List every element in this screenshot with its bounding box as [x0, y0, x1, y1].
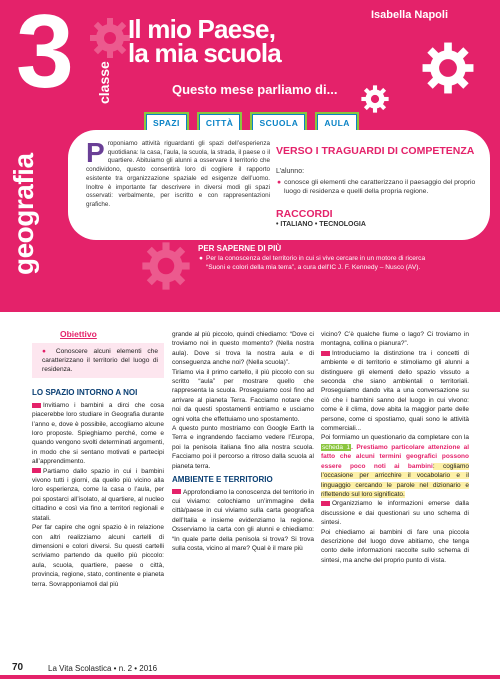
section-title: LO SPAZIO INTORNO A NOI [32, 388, 138, 398]
paragraph: A questo punto mostriamo con Google Earth la Terra e ingrandendo facciamo vedere l’Europa, poi la penisola italiana fino alla nostra scuola. Facciamo poi il percorso a ritroso dalla scuola al pianeta terra. [172, 425, 314, 470]
intro-text [86, 137, 270, 210]
paragraph: vicino? C’è qualche fiume o lago? Ci troviamo in montagna, collina o pianura?”. [321, 331, 469, 348]
paragraph: Poi formiamo un questionario da completare con la scheda 1. Prestiamo particolare attenzione al fatto che alcuni termini geografici possono essere poco noti ai bambini: cogliamo l’occasione per arricchire il vocabolario e il linguaggio cercando le parole nel dizionario e riflettendo sul loro significato. [321, 434, 470, 498]
grade-number: 3 [16, 0, 72, 110]
paragraph: Organizziamo le informazioni emerse dalla discussione e dai questionari su uno schema di sintesi. [321, 500, 469, 527]
paragraph: Invitiamo i bambini a dirci che cosa piacerebbe loro studiare in Geografia durante l’anno e, dove è possibile, accogliamo alcune loro proposte. Spieghiamo perché, come e quando vengono svolti determinati argomenti, in modo che si sentano motivati e partecipi all’apprendimento. [32, 401, 164, 466]
column-2 [172, 330, 314, 553]
title-line-1: Il mio Paese, [128, 14, 276, 44]
month-heading: Questo mese parliamo di... [172, 82, 338, 97]
objective-box: ● Conoscere alcuni elementi che caratterizzano il territorio del luogo di residenza. [32, 343, 164, 378]
paragraph: Poi chiediamo ai bambini di fare una piccola descrizione del luogo dove abitiamo, che tenga conto delle informazioni raccolte sullo schema di sintesi, ma anche del proprio punto di vista. [321, 528, 469, 564]
topic-tag: AULA [317, 114, 357, 132]
objective-title: Obiettivo [60, 329, 97, 339]
topic-tag: CITTÀ [199, 114, 241, 132]
gear-icon [140, 240, 192, 292]
column-3 [321, 330, 469, 565]
title-line-2: la mia scuola [128, 38, 281, 68]
column-1 [32, 330, 164, 589]
paragraph: grande al più piccolo, quindi chiediamo: “Dove ci troviamo noi in questo momento? (Nella nostra aula). Dove si trova la nostra aula e di conseguenza anche noi? (Nella scuola)”. [172, 331, 314, 367]
per-saperne-title: PER SAPERNE DI PIÙ [198, 244, 282, 253]
paragraph: Per far capire che ogni spazio è in relazione con altri realizziamo alcuni cartelli di dimensioni e colori diversi. Su questi cartelli scriviamo partendo da quello più piccolo: aula, scuola, quartiere, paese o città, provincia, regione, stato, continente e pianeta terra. Sovrapponiamoli dal più [32, 524, 164, 588]
paragraph: Introduciamo la distinzione tra i concetti di ambiente e di territorio e stimoliamo gli alunni a distinguere gli elementi dello spazio vissuto a seconda che siano ambientali o territoriali. Proseguiamo dando vita a una conversazione su ciò che i bambini sanno del luogo in cui vivono: come è il clima, dove abita la maggior parte delle persone, come ci spostiamo, quali sono le attività commerciali... [321, 349, 469, 433]
raccordi-title: RACCORDI [276, 208, 333, 220]
scheda-link[interactable]: scheda 1 [322, 443, 351, 451]
raccordi-items: • ITALIANO • TECNOLOGIA [276, 221, 366, 228]
paragraph: Approfondiamo la conoscenza del territorio in cui viviamo: colochiamo un’immagine della città/paese in cui viviamo sulla carta geografica dell’Italia e insieme evidenziamo la regione. Osserviamo la carta con gli alunni e chiediamo: “In quale parte della penisola si trova? Si trova sulla costa, vicino al mare? Qual è il mare più [172, 488, 314, 552]
page-number: 70 [12, 662, 24, 673]
gear-icon [88, 16, 132, 60]
footer-bar [0, 675, 500, 679]
page-title [128, 14, 281, 68]
traguardi-title: VERSO I TRAGUARDI DI COMPETENZA [276, 145, 475, 157]
subject-label: geografia [8, 153, 39, 275]
per-saperne-text: ● Per la conoscenza del territorio in cui si vive cercare in un motore di ricerca “Suoni e colori della mia terra”, a cura dell’IC J. F. Kennedy – Nusco (AV). [199, 255, 426, 271]
paragraph: Tiriamo via il primo cartello, il più piccolo con su scritto “aula” per mostrare quello che rappresenta la scuola. Proseguiamo così fino ad arrivare al pianeta Terra. Facciamo notare che noi da questi spostamenti entriamo e usciamo ogni volta che effettuiamo uno spostamento. [172, 368, 314, 423]
grade-label: classe [96, 61, 112, 104]
gear-icon [420, 40, 476, 96]
drop-cap: P [86, 137, 105, 168]
section-title: AMBIENTE E TERRITORIO [172, 475, 273, 485]
topic-tag: SPAZI [146, 114, 187, 132]
author-name: Isabella Napoli [370, 9, 448, 21]
traguardi-label: L’alunno: [276, 168, 305, 175]
topic-tag: SCUOLA [252, 114, 305, 132]
paragraph: Partiamo dallo spazio in cui i bambini vivono tutti i giorni, da quello più vicino alla loro esperienza, come la casa o l’aula, per poi spostarci all’isolato, al quartiere, al nucleo cittadino e così via fino a territori regionali e statali. [32, 467, 164, 522]
publication-info: La Vita Scolastica • n. 2 • 2016 [48, 664, 158, 673]
traguardi-item: ● conosce gli elementi che caratterizzano il paesaggio del proprio luogo di residenza e quelli della propria regione. [277, 179, 476, 195]
gear-icon [360, 84, 390, 114]
intro-body: roponiamo attività riguardanti gli spazi dell’esperienza quotidiana: la casa, l’aula, la scuola, la strada, il paese o il quartiere. Abituiamo gli alunni a osservare il territorio che condividono, questo consentirà loro di cogliere il rapporto esistente tra organizzazione spaziale ed esigenze dell’uomo. Inoltre è importante far descrivere in diversi modi gli spazi osservati: verbalmente, per iscritto e con rappresentazioni grafiche. [86, 140, 270, 208]
